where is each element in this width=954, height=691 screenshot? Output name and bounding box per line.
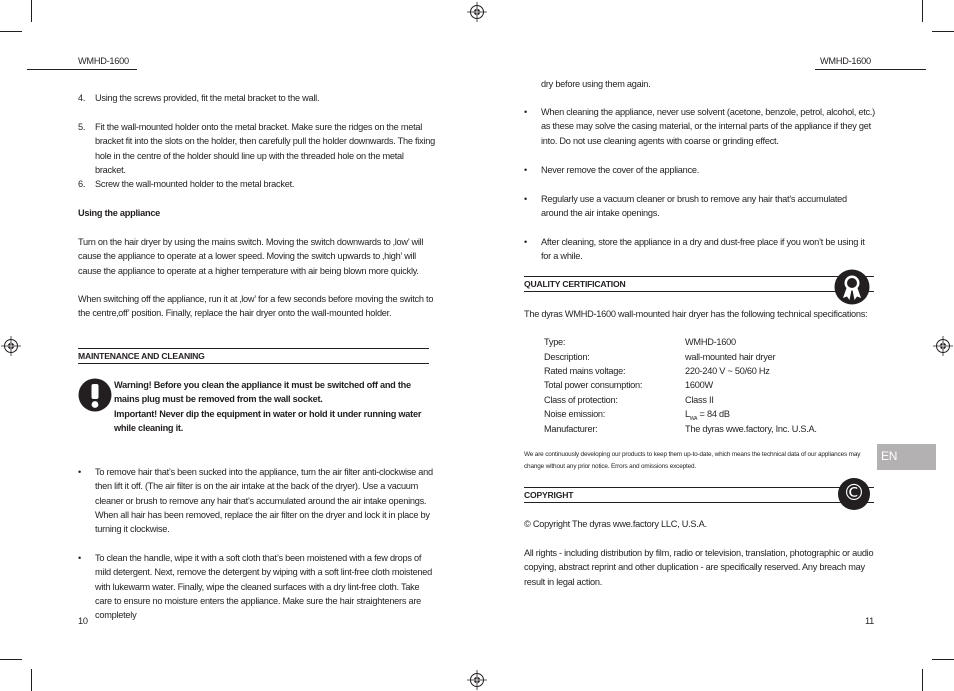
step-text: Fit the wall-mounted holder onto the metal bracket. Make sure the ridges on the metal bracket fit into the slots on the holder, then carefully pull the holder downwards. The fixing hole in the centre of the holder should line up with the threaded hole on the metal bracket. [95,122,435,175]
crop-mark [31,0,32,22]
award-rosette-icon [834,269,870,305]
quality-intro: The dyras WMHD-1600 wall-mounted hair dryer has the following technical specifications: [524,309,868,319]
spec-label: Class of protection: [544,394,618,405]
bullet-symbol: • [524,194,527,204]
spec-row [544,407,874,421]
crop-mark [0,31,22,32]
registration-mark-icon [1,336,21,356]
spec-label: Type: [544,337,566,347]
step-text: Using the screws provided, fit the metal bracket to the wall. [95,93,320,103]
crop-mark [31,669,32,691]
spec-row [544,350,874,364]
spec-row [544,364,874,378]
step-text: Screw the wall-mounted holder to the metal bracket. [95,179,295,189]
header-model-right: WMHD-1600 [820,56,871,66]
section-rule [78,348,429,349]
noise-symbol: L [685,409,690,419]
step-number: 4. [78,93,86,103]
header-model-left: WMHD-1600 [78,56,129,66]
spec-row [544,378,874,392]
header-rule-right [815,69,926,70]
maintenance-heading: MAINTENANCE AND CLEANING [78,351,205,361]
bullet-text: When cleaning the appliance, never use solvent (acetone, benzole, petrol, alcohol, etc.) as these may solve the casing material, or the internal parts of the appliance if they get into. Do not use cleaning agents with coarse or grinding effect. [541,107,875,146]
language-tab-label: EN [881,449,898,463]
section-rule [524,487,874,488]
continuation-text: dry before using them again. [541,79,651,89]
quality-heading: QUALITY CERTIFICATION [524,279,626,289]
header-rule-left [27,69,137,70]
registration-mark-icon [467,2,487,22]
spec-value: wall-mounted hair dryer [685,351,776,362]
section-rule [524,276,874,277]
spec-value: WMHD-1600 [685,337,736,347]
using-paragraph: Turn on the hair dryer by using the mains switch. Moving the switch downwards to ‚low’ will cause the appliance to operate at a lower speed. Moving the switch upwards to ‚high’ will cause the appliance to operate at a higher temperature with air being blown more quickly. [78,237,424,276]
rights-text: All rights - including distribution by film, radio or television, translation, photographic or audio copying, abstract reprint and other duplication - are specifically reserved. Any breach may result in legal action. [524,548,874,587]
spec-label: Total power consumption: [544,380,643,390]
noise-value: = 84 dB [697,409,730,419]
bullet-symbol: • [78,553,81,563]
copyright-icon [838,478,870,510]
copyright-heading: COPYRIGHT [524,490,574,500]
page-number-left: 10 [78,616,88,626]
warning-text: Warning! Before you clean the appliance it must be switched off and the mains plug must be removed from the wall socket. [114,380,411,405]
spec-row [544,422,874,436]
bullet-text: After cleaning, store the appliance in a dry and dust-free place if you won’t be using it for a while. [541,237,865,262]
spec-label: Rated mains voltage: [544,366,626,376]
bullet-symbol: • [524,107,527,117]
spec-value: 220-240 V ~ 50/60 Hz [685,366,770,376]
crop-mark [922,0,923,22]
spec-label: Description: [544,351,590,362]
copyright-symbol: © [843,481,865,506]
section-rule [524,291,874,292]
important-text: Important! Never dip the equipment in water or hold it under running water while cleaning it. [114,409,422,434]
bullet-symbol: • [78,467,81,477]
crop-mark [932,31,954,32]
disclaimer-text: We are continuously developing our products to keep them up-to-date, which means the technical data of our appliances may change without any prior notice. Errors and omissions excepted. [524,451,861,470]
spec-label: Noise emission: [544,409,606,419]
spec-row [544,393,874,407]
step-number: 5. [78,122,86,132]
registration-mark-icon [467,670,487,690]
spec-value: Class II [685,394,714,405]
spec-label: Manufacturer: [544,423,598,434]
noise-subscript: WA [689,415,698,422]
language-tab [877,444,936,470]
using-heading: Using the appliance [78,208,161,218]
using-paragraph: When switching off the appliance, run it at ‚low’ for a few seconds before moving the switch to the centre‚off’ position. Finally, replace the hair dryer onto the wall-mounted holder. [78,294,434,319]
crop-mark [932,659,954,660]
bullet-symbol: • [524,237,527,247]
spec-value: 1600W [685,380,713,390]
bullet-text: To clean the handle, wipe it with a soft cloth that’s been moistened with a few drops of mild detergent. Next, remove the detergent by wiping with a soft lint-free cloth moistened with lukewarm water. Finally, wipe the cleaned surfaces with a dry lint-free cloth. Take care to ensure no moisture enters the appliance. Make sure the hair straighteners are completely [95,553,433,621]
exclamation-icon [78,378,112,412]
copyright-line: © Copyright The dyras wwe.factory LLC, U.S.A. [524,519,707,529]
bullet-symbol: • [524,165,527,175]
step-number: 6. [78,179,86,189]
bullet-text: Regularly use a vacuum cleaner or brush to remove any hair that’s accumulated around the air intake openings. [541,194,847,219]
crop-mark [922,669,923,691]
registration-mark-icon [933,336,953,356]
crop-mark [0,659,22,660]
spec-value: The dyras wwe.factory, Inc. U.S.A. [685,423,817,434]
spec-row [544,335,874,349]
section-rule [78,363,429,364]
bullet-text: Never remove the cover of the appliance. [541,165,700,175]
page-number-right: 11 [865,616,875,626]
section-rule [524,502,874,503]
bullet-text: To remove hair that’s been sucked into the appliance, turn the air filter anti-clockwise and then lift it off. (The air filter is on the air intake at the back of the dryer). Use a vacuum cleaner or brush to remove any hair that’s accumulated around the air intake openings. When all hair has been removed, replace the air filter on the dryer and lock it in place by turning it clockwise. [95,467,433,535]
